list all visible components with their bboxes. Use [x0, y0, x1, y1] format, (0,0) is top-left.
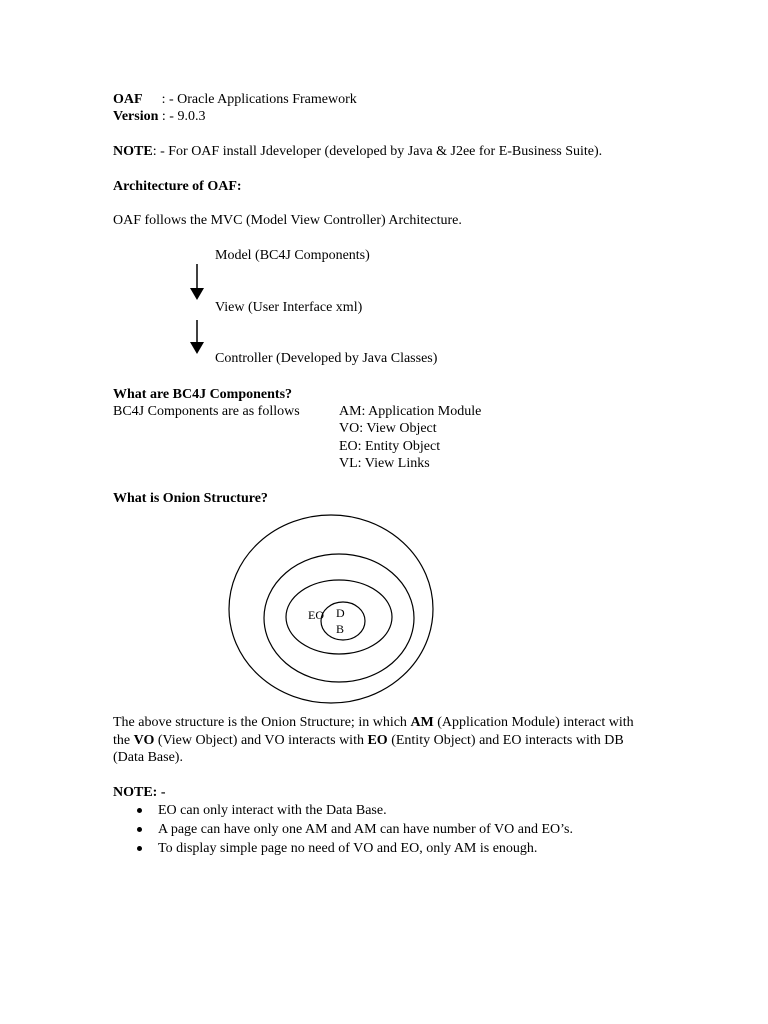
bc4j-heading: What are BC4J Components?	[113, 387, 293, 402]
mvc-step-controller: Controller (Developed by Java Classes)	[215, 351, 438, 366]
note-line	[113, 143, 602, 160]
version-line	[113, 108, 205, 125]
mvc-step-model: Model (BC4J Components)	[215, 248, 370, 263]
note2-list	[113, 801, 573, 858]
version-value: : - 9.0.3	[161, 109, 206, 124]
arrow-down-icon	[188, 320, 206, 358]
bc4j-item: EO: Entity Object	[339, 439, 441, 454]
bc4j-item: VL: View Links	[339, 456, 430, 471]
bc4j-item: VO: View Object	[339, 421, 437, 436]
note2-heading: NOTE: -	[113, 785, 166, 800]
onion-layer-outer	[229, 515, 433, 703]
note-text: : - For OAF install Jdeveloper (developed by Java & J2ee for E-Business Suite).	[152, 144, 603, 159]
onion-description: The above structure is the Onion Structure; in which AM (Application Module) interact with the VO (View Object) and VO interacts with EO (Entity Object) and EO interacts with DB (Data Base).	[113, 715, 634, 765]
onion-db-label-b: B	[336, 622, 345, 636]
oaf-line	[113, 91, 357, 108]
arrow-down-icon	[188, 264, 206, 302]
onion-eo-label: EO	[308, 608, 324, 622]
mvc-step-view: View (User Interface xml)	[215, 300, 363, 315]
bc4j-intro: BC4J Components are as follows	[113, 404, 300, 419]
list-item: To display simple page no need of VO and EO, only AM is enough.	[113, 839, 573, 858]
list-item: EO can only interact with the Data Base.	[113, 801, 573, 820]
onion-diagram	[225, 508, 445, 712]
bullet-icon	[137, 808, 142, 813]
onion-db-label-d: D	[336, 606, 345, 620]
oaf-label: OAF	[113, 92, 143, 107]
bc4j-item: AM: Application Module	[339, 404, 482, 419]
list-item: A page can have only one AM and AM can have number of VO and EO’s.	[113, 820, 573, 839]
architecture-intro: OAF follows the MVC (Model View Controller) Architecture.	[113, 213, 462, 228]
version-label: Version	[113, 109, 159, 124]
note-label: NOTE	[113, 144, 153, 159]
oaf-value: : - Oracle Applications Framework	[161, 92, 357, 107]
onion-heading: What is Onion Structure?	[113, 491, 268, 506]
bullet-icon	[137, 827, 142, 832]
bullet-icon	[137, 846, 142, 851]
architecture-heading: Architecture of OAF:	[113, 179, 242, 194]
